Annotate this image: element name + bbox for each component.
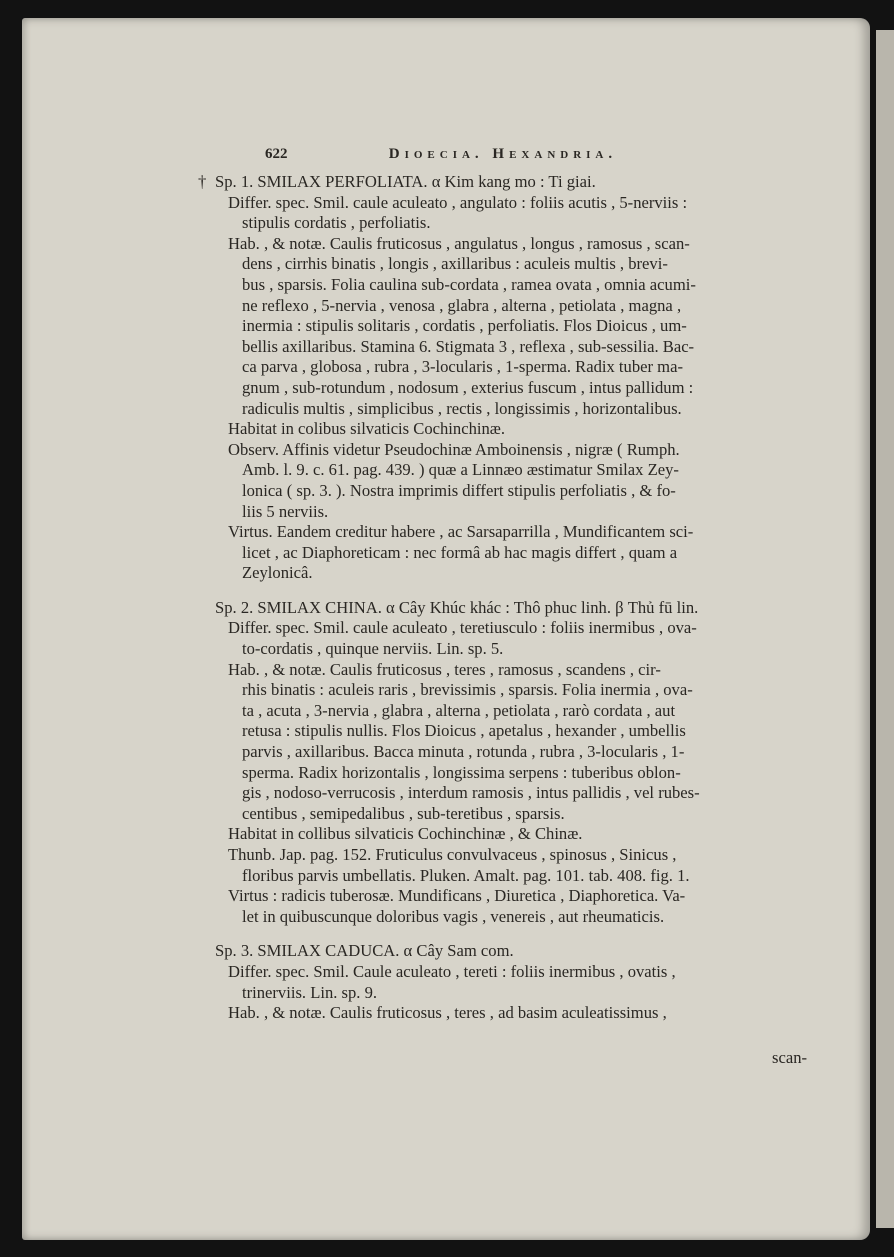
- text-line: Virtus. Eandem creditur habere , ac Sarsaparrilla , Mundificantem sci-: [228, 522, 694, 542]
- body-text: [198, 172, 840, 1024]
- next-page-edge: [876, 30, 894, 1228]
- text-line: radiculis multis , simplicibus , rectis , longissimis , horizontalibus.: [242, 398, 682, 418]
- text-line: Differ. spec. Smil. Caule aculeato , tereti : foliis inermibus , ovatis ,: [228, 961, 676, 981]
- text-line: trinerviis. Lin. sp. 9.: [242, 982, 378, 1002]
- text-line: bellis axillaribus. Stamina 6. Stigmata 3 , reflexa , sub-sessilia. Bac-: [242, 336, 695, 356]
- text-line: parvis , axillaribus. Bacca minuta , rotunda , rubra , 3-locularis , 1-: [242, 742, 685, 762]
- text-line: centibus , semipedalibus , sub-teretibus , sparsis.: [242, 803, 565, 823]
- text-line: Sp. 2. SMILAX CHINA. α Cây Khúc khác : Thô phuc linh. β Thủ fū lin.: [215, 597, 699, 617]
- text-line: ca parva , globosa , rubra , 3-locularis , 1-sperma. Radix tuber ma-: [242, 357, 683, 377]
- text-line: gnum , sub-rotundum , nodosum , exterius fuscum , intus pallidum :: [242, 377, 694, 397]
- dagger-mark: †: [198, 172, 207, 191]
- text-line: Hab. , & notæ. Caulis fruticosus , teres , ad basim aculeatissimus ,: [228, 1003, 667, 1023]
- text-line: inermia : stipulis solitaris , cordatis , perfoliatis. Flos Dioicus , um-: [242, 316, 687, 336]
- text-line: Thunb. Jap. pag. 152. Fruticulus convulvaceus , spinosus , Sinicus ,: [228, 845, 677, 864]
- text-line: sperma. Radix horizontalis , longissima serpens : tuberibus oblon-: [242, 762, 681, 782]
- text-line: Observ. Affinis videtur Pseudochinæ Amboinensis , nigræ ( Rumph.: [228, 439, 680, 459]
- page-header: [265, 146, 865, 163]
- text-line: bus , sparsis. Folia caulina sub-cordata , ramea ovata , omnia acumi-: [242, 274, 696, 294]
- text-line: Habitat in colibus silvaticis Cochinchinæ.: [228, 419, 505, 439]
- text-line: licet , ac Diaphoreticam : nec formâ ab hac magis differt , quam a: [242, 542, 678, 562]
- text-line: Differ. spec. Smil. caule aculeato , angulato : foliis acutis , 5-nerviis :: [228, 192, 688, 212]
- text-line: Differ. spec. Smil. caule aculeato , teretiusculo : foliis inermibus , ova-: [228, 618, 697, 638]
- page-number: 622: [265, 146, 288, 162]
- text-line: Sp. 3. SMILAX CADUCA. α Cây Sam com.: [215, 941, 514, 961]
- text-line: floribus parvis umbellatis. Pluken. Amalt. pag. 101. tab. 408. fig. 1.: [242, 865, 690, 885]
- text-line: Hab. , & notæ. Caulis fruticosus , teres , ramosus , scandens , cir-: [228, 659, 661, 679]
- text-line: gis , nodoso-verrucosis , interdum ramosis , intus pallidis , vel rubes-: [242, 783, 700, 803]
- text-line: Hab. , & notæ. Caulis fruticosus , angulatus , longus , ramosus , scan-: [228, 233, 690, 253]
- text-line: ta , acuta , 3-nervia , glabra , alterna , petiolata , rarò cordata , aut: [242, 700, 676, 720]
- text-line: liis 5 nerviis.: [242, 501, 329, 521]
- text-line: to-cordatis , quinque nerviis. Lin. sp. 5.: [242, 639, 504, 659]
- text-line: dens , cirrhis binatis , longis , axillaribus : aculeis multis , brevi-: [242, 254, 668, 274]
- text-line: stipulis cordatis , perfoliatis.: [242, 213, 431, 233]
- text-line: retusa : stipulis nullis. Flos Dioicus , apetalus , hexander , umbellis: [242, 721, 686, 741]
- text-line: rhis binatis : aculeis raris , brevissimis , sparsis. Folia inermia , ova-: [242, 680, 693, 700]
- text-line: Sp. 1. SMILAX PERFOLIATA. α Kim kang mo : Ti giai.: [215, 172, 596, 191]
- text-line: lonica ( sp. 3. ). Nostra imprimis differt stipulis perfoliatis , & fo-: [242, 480, 676, 500]
- text-line: let in quibuscunque doloribus vagis , venereis , aut rheumaticis.: [242, 906, 665, 926]
- text-line: Zeylonicâ.: [242, 563, 313, 583]
- text-line: Amb. l. 9. c. 61. pag. 439. ) quæ a Linnæo æstimatur Smilax Zey-: [242, 460, 679, 480]
- running-title: Dioecia. Hexandria.: [388, 146, 618, 162]
- catchword: scan-: [772, 1048, 808, 1067]
- text-line: ne reflexo , 5-nervia , venosa , glabra , alterna , petiolata , magna ,: [242, 295, 682, 315]
- text-line: Habitat in collibus silvaticis Cochinchinæ , & Chinæ.: [228, 824, 583, 844]
- text-line: Virtus : radicis tuberosæ. Mundificans , Diuretica , Diaphoretica. Va-: [228, 886, 686, 906]
